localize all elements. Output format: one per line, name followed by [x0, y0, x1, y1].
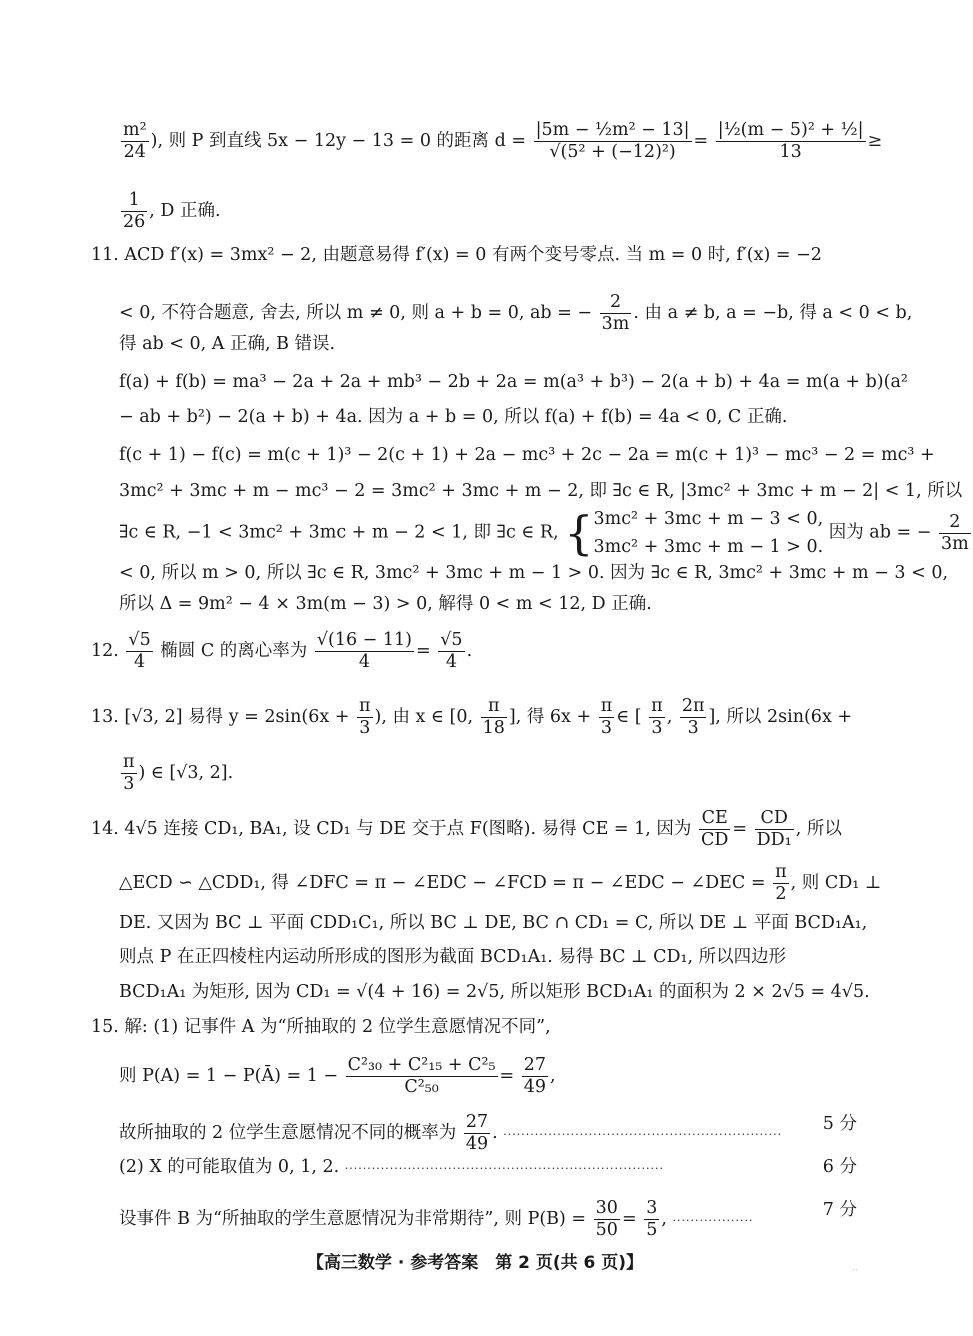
text-segment: ∃c ∈ R, −1 < 3mc² + 3mc + m − 2 < 1, 即 ∃c ∈ R,: [119, 522, 559, 543]
text-line: [119, 862, 881, 905]
text-line: f(a) + f(b) = ma³ − 2a + 2a + mb³ − 2b + 2a = m(a³ + b³) − 2(a + b) + 4a = m(a + b)(a²: [119, 372, 908, 392]
text-segment: ], 得 6x +: [508, 707, 592, 727]
text-line: − ab + b²) − 2(a + b) + 4a. 因为 a + b = 0, 所以 f(a) + f(b) = 4a < 0, C 正确.: [119, 407, 788, 427]
fraction: $\frac{\pi}{3}$: [600, 696, 613, 738]
text-segment: 故所抽取的 2 位学生意愿情况不同的概率为: [119, 1123, 457, 1143]
fraction: $\frac{3}{5}$: [646, 1198, 658, 1240]
text-line: f(c + 1) − f(c) = m(c + 1)³ − 2(c + 1) + 2a − mc³ + 2c − 2a = m(c + 1)³ − mc³ − 2 = mc³ +: [119, 445, 935, 465]
text-line: 15. 解: (1) 记事件 A 为“所抽取的 2 位学生意愿情况不同”,: [91, 1017, 551, 1037]
text-line: 所以 Δ = 9m² − 4 × 3m(m − 3) > 0, 解得 0 < m < 12, D 正确.: [119, 594, 652, 614]
leader-dots: ··················: [672, 1214, 754, 1227]
text-segment: ,: [661, 1209, 667, 1229]
score-label: 6 分: [822, 1157, 857, 1177]
text-segment: 14. 4√5 连接 CD₁, BA₁, 设 CD₁ 与 DE 交于点 F(图略). 易得 CE = 1, 因为: [91, 819, 692, 839]
inequality-system: [594, 505, 824, 561]
fraction: $\frac{\text{m²}}{24}$: [123, 120, 147, 162]
fraction: $\frac{2\pi}{3}$: [681, 696, 705, 738]
leader-dots: ·······································································: [344, 1162, 664, 1175]
text-line: 3mc² + 3mc + m − mc³ − 2 = 3mc² + 3mc + m − 2, 即 ∃c ∈ R, |3mc² + 3mc + m − 2| < 1, 所以: [119, 481, 963, 501]
fraction: $\frac{\pi}{18}$: [482, 696, 505, 738]
text-line: [91, 808, 842, 851]
fraction: $\frac{30}{50}$: [595, 1198, 618, 1240]
text-segment: =: [693, 131, 709, 151]
text-segment: ) ∈ [√3, 2].: [138, 763, 234, 783]
score-label: 5 分: [822, 1114, 857, 1134]
text-segment: =: [416, 641, 431, 661]
text-segment: 椭圆 C 的离心率为: [154, 641, 308, 661]
text-line: [119, 190, 221, 233]
text-segment: 则 P(A) = 1 − P(Ā) = 1 −: [119, 1066, 339, 1086]
text-segment: =: [732, 819, 748, 839]
text-segment: =: [499, 1066, 515, 1086]
brace-symbol: {: [564, 506, 594, 560]
leader-dots: ······························································: [503, 1128, 783, 1141]
text-segment: 13. [√3, 2] 易得 y = 2sin(6x +: [91, 707, 350, 727]
text-segment: =: [621, 1209, 637, 1229]
fraction: $\frac{2}{3m}$: [940, 511, 969, 554]
system-row: 3mc² + 3mc + m − 1 > 0.: [593, 537, 824, 557]
text-segment: , 所以: [795, 819, 842, 839]
text-segment: ,: [550, 1066, 556, 1086]
fraction: $\frac{1}{26}$: [123, 190, 146, 232]
text-line: [119, 1155, 664, 1181]
fraction: $\frac{\text{|½(m − 5)² + ½|}}{13}$: [717, 120, 864, 162]
fraction: $\frac{27}{49}$: [523, 1055, 547, 1097]
text-segment: .: [492, 1123, 498, 1143]
text-line: [119, 505, 973, 561]
text-segment: < 0, 不符合题意, 舍去, 所以 m ≠ 0, 则 a + b = 0, ab = −: [119, 303, 593, 323]
score-label: 7 分: [822, 1200, 857, 1220]
text-line: [119, 1055, 556, 1098]
text-line: [91, 630, 472, 673]
text-line: [119, 120, 882, 163]
fraction: $\frac{√5}{4}$: [128, 630, 151, 672]
text-line: 11. ACD f′(x) = 3mx² − 2, 由题意易得 f′(x) = 0 有两个变号零点. 当 m = 0 时, f′(x) = −2: [91, 245, 822, 265]
fraction: $\frac{CE}{CD}$: [700, 808, 729, 850]
text-line: [119, 1198, 753, 1241]
fraction: $\frac{\pi}{3}$: [651, 696, 663, 738]
text-line: < 0, 所以 m > 0, 所以 ∃c ∈ R, 3mc² + 3mc + m − 1 > 0. 因为 ∃c ∈ R, 3mc² + 3mc + m − 3 < 0,: [119, 563, 949, 583]
text-segment: 设事件 B 为“所抽取的学生意愿情况为非常期待”, 则 P(B) =: [119, 1209, 587, 1229]
text-segment: , 则 CD₁ ⊥: [790, 873, 882, 893]
corner-mark: ··: [852, 1266, 858, 1276]
fraction: $\frac{CD}{\text{DD₁}}$: [756, 808, 792, 850]
fraction: $\frac{\pi}{3}$: [359, 696, 371, 738]
text-segment: . 由 a ≠ b, a = −b, 得 a < 0 < b,: [633, 303, 913, 323]
fraction: $\frac{\pi}{2}$: [775, 862, 787, 904]
text-segment: ], 所以 2sin(6x +: [708, 707, 853, 727]
text-segment: ), 则 P 到直线 5x − 12y − 13 = 0 的距离 d =: [150, 131, 527, 151]
text-line: DE. 又因为 BC ⊥ 平面 CDD₁C₁, 所以 BC ⊥ DE, BC ∩ CD₁ = C, 所以 DE ⊥ 平面 BCD₁A₁,: [119, 913, 868, 933]
text-segment: (2) X 的可能取值为 0, 1, 2.: [119, 1157, 340, 1177]
page-footer: 【高三数学 · 参考答案 第 2 页(共 6 页)】: [306, 1253, 644, 1273]
text-segment: ,: [666, 707, 673, 727]
system-row: 3mc² + 3mc + m − 3 < 0,: [593, 509, 824, 529]
fraction: $\frac{√(16 - 11)}{4}$: [316, 630, 413, 672]
text-line: [91, 696, 852, 739]
fraction: $\frac{27}{49}$: [465, 1112, 489, 1154]
fraction: $\frac{√5}{4}$: [440, 630, 463, 672]
text-line: 则点 P 在正四棱柱内运动所形成的图形为截面 BCD₁A₁. 易得 BC ⊥ CD₁, 所以四边形: [119, 947, 787, 967]
text-line: BCD₁A₁ 为矩形, 因为 CD₁ = √(4 + 16) = 2√5, 所以矩形 BCD₁A₁ 的面积为 2 × 2√5 = 4√5.: [119, 982, 870, 1002]
text-segment: △ECD ∽ △CDD₁, 得 ∠DFC = π − ∠EDC − ∠FCD = π − ∠EDC − ∠DEC =: [119, 873, 766, 893]
fraction: $\frac{2}{3m}$: [601, 292, 630, 334]
text-line: [119, 292, 912, 335]
text-segment: 12.: [91, 641, 119, 661]
text-segment: .: [466, 641, 473, 661]
text-segment: ≥: [867, 131, 883, 151]
text-segment: ), 由 x ∈ [0,: [374, 707, 474, 727]
fraction: $\frac{\text{|5m − ½m² − 13|}}{\text{√(5² + (−12)²)}}$: [535, 120, 690, 162]
text-line: [119, 752, 233, 795]
text-segment: , D 正确.: [149, 201, 221, 221]
fraction: $\frac{\pi}{3}$: [123, 752, 135, 794]
text-segment: ∈ [: [616, 707, 642, 727]
text-segment: 因为 ab = −: [823, 522, 932, 543]
fraction: $\frac{\text{C²₃₀ + C²₁₅ + C²₅}}{\text{C²₅₀}}$: [347, 1055, 496, 1097]
text-line: 得 ab < 0, A 正确, B 错误.: [119, 334, 336, 354]
text-line: [119, 1112, 859, 1155]
